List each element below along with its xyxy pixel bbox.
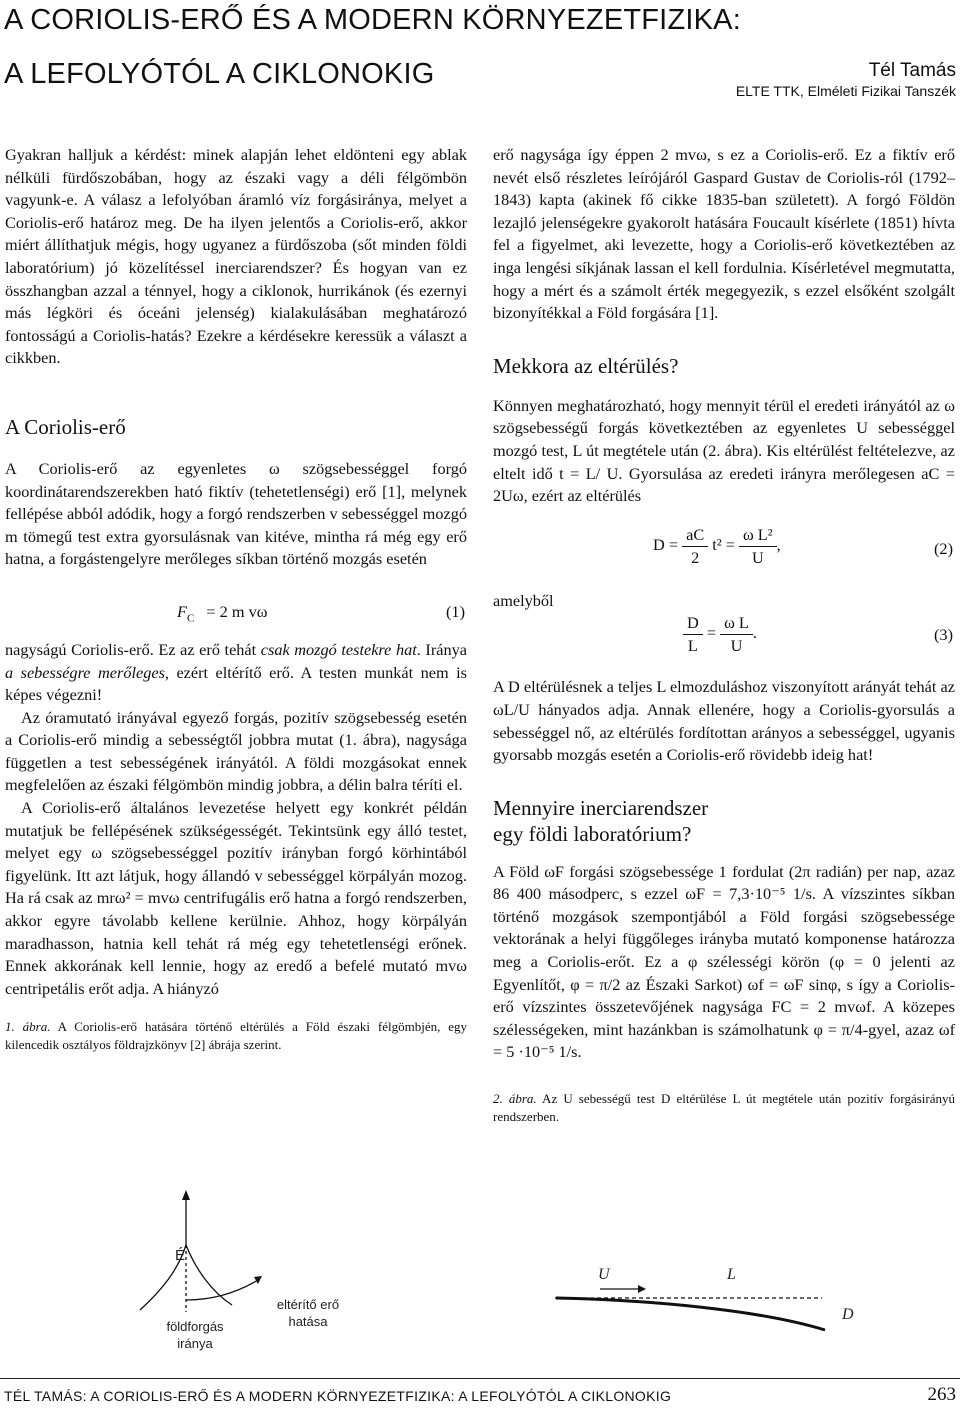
eq3-frac2 <box>720 612 753 657</box>
paragraph-history: erő nagysága így éppen 2 mvω, s ez a Coriolis-erő. Ez a fiktív erő nevét első részletes leírójáról Gaspard Gustav de Coriolis-ról (1792–1843) kapta (akinek fő cikke 1835-ban született). A forgó Földön lezajló jelenségekre gyakorolt hatására Foucault kísérlete (1851) hívta fel a figyelmet, aki levezette, hogy a Coriolis-erő következtében az inga lengési síkjának lassan el kell fordulnia. Kísérletével megmutatta, hogy a mért és a számolt érték megegyezik, s ezzel elsőként szolgált bizonyítékkal a Föld forgására [1]. <box>493 145 955 323</box>
p2-b: csak mozgó testekre hat <box>260 639 417 659</box>
article-title-line2: A LEFOLYÓTÓL A CIKLONOKIG <box>4 58 435 90</box>
right-column <box>493 144 955 1126</box>
p2-e: , ezért eltérítő erő. A testen munkát nem is képes végezni! <box>5 662 467 705</box>
eq1-lhs: F <box>177 601 187 621</box>
paragraph-force-props <box>5 639 467 707</box>
paragraph-deflection: Könnyen meghatározható, hogy mennyit térül el eredeti irányától az ω szögsebességű forgás következtében az egyenletes U sebességgel mozgó test, L út megtétele után (2. ábra). Kis eltérülést feltételezve, az eltelt idő t = L/ U. Gyorsulása az eredeti irányra merőlegesen aC = 2Uω, ezért az eltérülés <box>493 395 955 506</box>
paragraph-direction: Az óramutató irányával egyező forgás, pozitív szögsebesség esetén a Coriolis-erő mindig a sebességtől jobbra mutat (1. ábra), nagysága független a test sebességének irányától. A földi mozgásokat ennek megfelelően az északi félgömbön mindig jobbra, a délin balra téríti el. <box>5 707 467 795</box>
figure1-caption-text: A Coriolis-erő hatására történő eltérülés a Föld északi félgömbjén, egy kilencedik osztályos földrajzkönyv [2] ábrája szerint. <box>5 1019 468 1053</box>
eq2-num2: ω L² <box>739 524 777 547</box>
running-footer: TÉL TAMÁS: A CORIOLIS-ERŐ ÉS A MODERN KÖRNYEZETFIZIKA: A LEFOLYÓTÓL A CIKLONOKIG <box>4 1388 672 1404</box>
section-heading-inertial-l1: Mennyire inerciarendszer <box>493 795 709 820</box>
fig1-north-label: É <box>175 1247 186 1264</box>
eq3-num2: ω L <box>720 612 753 635</box>
eq3-end: . <box>752 623 757 643</box>
eq2-mid: t² = <box>712 534 735 554</box>
paragraph-ratio: A D eltérülésnek a teljes L elmozduláshoz viszonyított arányát tehát az ωL/U hányados adja. Annak ellenére, hogy a Coriolis-gyorsulás a sebességgel nő, az eltérülés fordítottan arányos a sebességgel, ugyanis gyorsabb mozgás esetén a Coriolis-erő rövidebb ideig hat! <box>493 677 955 765</box>
fig1-deflect-arrow <box>254 1276 262 1284</box>
eq2-end: , <box>776 534 781 554</box>
eq3-num1: D <box>683 612 703 635</box>
equation-3 <box>493 612 955 664</box>
footer-rule <box>0 1378 960 1379</box>
equation-1 <box>5 593 467 633</box>
eq2-number: (2) <box>934 538 953 558</box>
figure1-label: 1. ábra. <box>5 1019 51 1035</box>
fig2-deflected-path <box>556 1298 825 1330</box>
author-block <box>736 60 956 100</box>
eq3-den2: U <box>730 636 743 656</box>
eq1-sub: C <box>186 612 195 625</box>
section-heading-inertial-l2: egy földi laboratórium? <box>493 821 692 846</box>
section-heading-deflection: Mekkora az eltérülés? <box>493 353 679 378</box>
equation-2 <box>493 522 955 580</box>
page-number: 263 <box>927 1384 956 1405</box>
figure1-caption <box>5 1018 467 1054</box>
eq2-frac1 <box>682 524 708 569</box>
author-name: Tél Tamás <box>868 60 956 81</box>
eq2-den1: 2 <box>691 547 700 567</box>
figure2-caption-text: Az U sebességű test D eltérülése L út megtétele után pozitív forgásirányú rendszerben. <box>493 1091 956 1125</box>
fig1-arc-right <box>186 1245 232 1305</box>
fig2-D-label: D <box>842 1306 854 1323</box>
eq2-den2: U <box>751 547 764 567</box>
eq2-num1: aC <box>682 524 708 547</box>
section-heading-coriolis: A Coriolis-erő <box>5 414 126 439</box>
left-column <box>5 144 467 1054</box>
fig2-L-label: L <box>727 1266 736 1283</box>
fig2-velocity-arrowhead <box>638 1285 646 1293</box>
p2-d: a sebességre merőleges <box>5 662 165 682</box>
figure2-caption <box>493 1090 955 1126</box>
eq2-D: D = <box>653 534 679 554</box>
eq3-frac1 <box>683 612 703 657</box>
eq3-den1: L <box>687 636 698 656</box>
paragraph-earth-rotation: A Föld ωF forgási szögsebessége 1 fordulat (2π radián) per nap, azaz 86 400 másodperc, s ezzel ωF = 7,3·10⁻⁵ 1/s. A vízszintes síkban történő mozgások szempontjából a Föld forgási szögsebessége vektorának a helyi függőleges irányba mutató komponense határozza meg a Coriolis-erőt. Ez a φ szélességi körön (φ = 0 jelenti az Egyenlítőt, φ = π/2 az Északi Sarkot) ωf = ωF sinφ, s így a Coriolis-erő vízszintes összetevőjének nagysága FC = 2 mvωf. A közepes szélességeken, mint hazánkban is számolhatunk φ = π/4-gyel, azaz ωf = 5 ·10⁻⁵ 1/s. <box>493 861 955 1062</box>
eq1-number: (1) <box>446 601 465 621</box>
amelybol-text: amelyből <box>493 590 554 610</box>
paragraph-definition: A Coriolis-erő az egyenletes ω szögsebességgel forgó koordinátarendszerekben ható fiktív (tehetetlenségi) erő [1], melynek fellépése abból adódik, hogy a forgó rendszerben v sebességgel mozgó m tömegű test extra gyorsulásnak van kitéve, mintha rá még egy erő hatna, a forgástengelyre merőleges síkban történő mozgás esetén <box>5 458 467 569</box>
article-title-line1: A CORIOLIS-ERŐ ÉS A MODERN KÖRNYEZETFIZIKA: <box>4 4 741 36</box>
fig1-deflection-label: eltérítő erő hatása <box>276 1297 340 1329</box>
figure2-label: 2. ábra. <box>493 1091 537 1107</box>
eq1-rhs: = 2 m vω <box>206 601 268 621</box>
fig1-deflected-path <box>186 1280 258 1300</box>
eq2-frac2 <box>739 524 777 569</box>
eq3-eq: = <box>706 623 717 643</box>
fig1-rotation-label: földforgás iránya <box>166 1319 224 1351</box>
fig2-U-label: U <box>598 1266 610 1283</box>
author-affiliation: ELTE TTK, Elméleti Fizikai Tanszék <box>735 83 956 99</box>
intro-paragraph: Gyakran halljuk a kérdést: minek alapján lehet eldönteni egy ablak nélküli fürdőszobában, hogy az északi vagy a déli félgömbön vagyunk-e. A válasz a lefolyóban áramló víz forgásiránya, melyet a Coriolis-erő határoz meg. De ha ilyen jelentős a Coriolis-erő, akkor miért állíthatjuk mégis, hogy ugyanez a fürdőszoba (sőt minden földi laboratórium) jó közelítéssel inerciarendszer? És hogyan van ez összhangban azzal a ténnyel, hogy a ciklonok, hurrikánok (és ezernyi más légköri és óceáni jelenség) kialakulásában meghatározó fontosságú a Coriolis-hatás? Ezekre a kérdésekre keressük a választ a cikkben. <box>5 145 467 368</box>
p2-c: . Iránya <box>416 639 468 659</box>
paragraph-example: A Coriolis-erő általános levezetése helyett egy konkrét példán mutatjuk be fellépésének szükségességét. Tekintsünk egy álló testet, melyet egy ω szögsebességgel pozitív irányban forgó körhintából figyelünk. Itt azt látjuk, hogy állandó v sebességgel körpályán mozog. Ha rá csak az mrω² = mvω centrifugális erő hatna a forgó rendszerben, akkor egyre távolabb kellene kerülnie. Ahhoz, hogy körpályán maradhasson, hatnia kell tehát rá még egy tehetetlenségi erőnek. Ennek akkorának kell lennie, hogy az eredő a befelé mutató mvω centripetális erőt adja. A hiányzó <box>5 798 467 998</box>
fig1-north-arrow <box>182 1190 190 1200</box>
p2-a: nagyságú Coriolis-erő. Ez az erő tehát <box>5 639 261 659</box>
eq3-number: (3) <box>934 625 953 645</box>
